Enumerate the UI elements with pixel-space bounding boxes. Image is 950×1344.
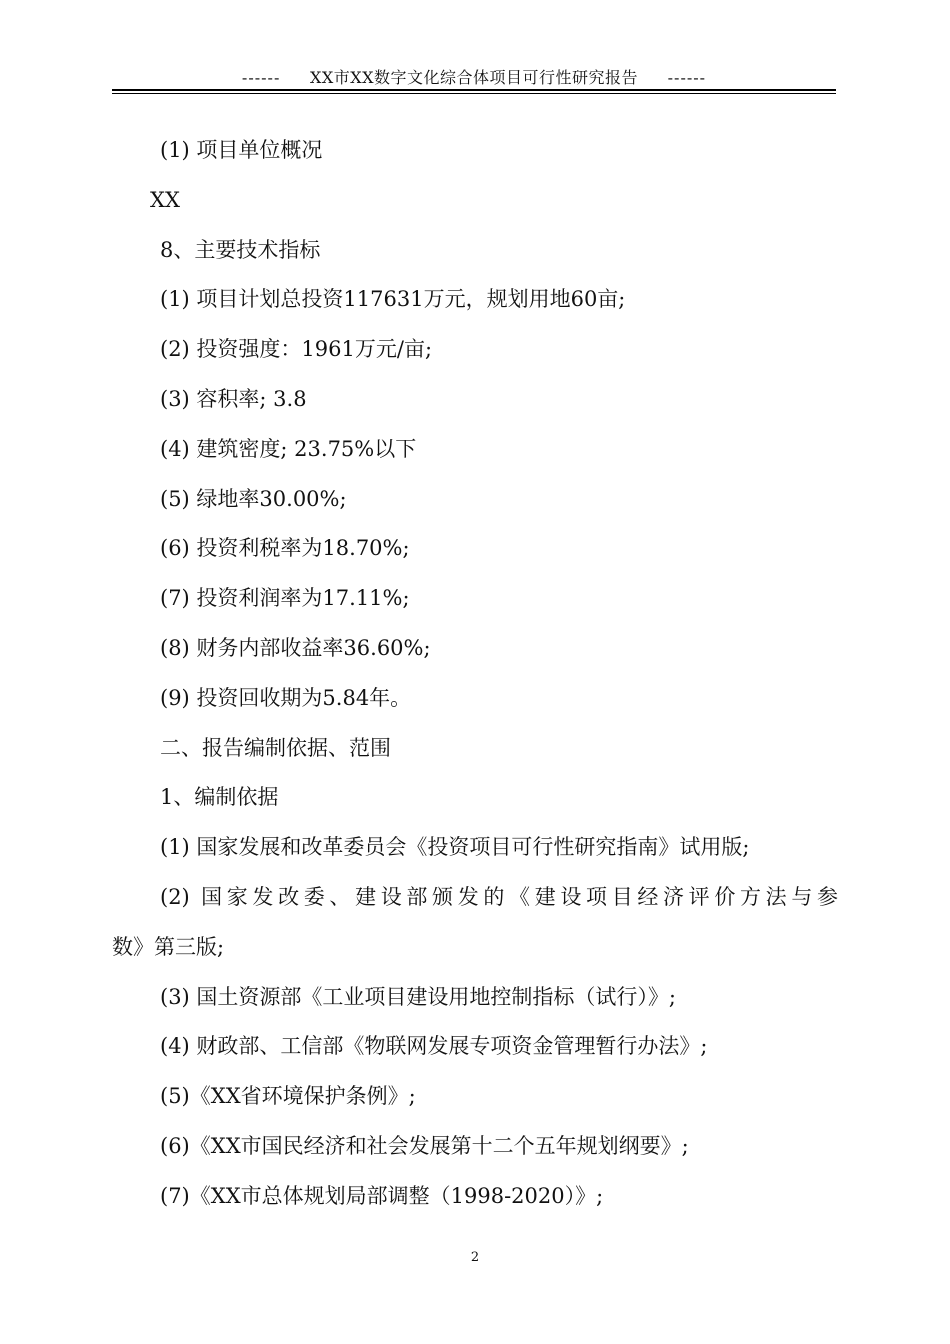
page-header xyxy=(112,68,836,88)
basis-item-1: (1) 国家发展和改革委员会《投资项目可行性研究指南》试用版; xyxy=(160,835,750,860)
header-dash-right: ------ xyxy=(667,68,707,87)
page-number: 2 xyxy=(470,1250,480,1265)
indicator-green-ratio: (5) 绿地率30.00%; xyxy=(160,486,347,511)
indicator-floor-area-ratio: (3) 容积率; 3.8 xyxy=(160,386,307,411)
item-project-unit-overview: (1) 项目单位概况 xyxy=(160,138,323,162)
basis-item-7: (7)《XX市总体规划局部调整（1998-2020）》; xyxy=(160,1183,604,1208)
basis-item-3: (3) 国土资源部《工业项目建设用地控制指标（试行）》; xyxy=(160,984,676,1009)
project-unit-name: XX xyxy=(150,187,180,212)
basis-item-6: (6)《XX市国民经济和社会发展第十二个五年规划纲要》; xyxy=(160,1133,689,1158)
basis-item-5: (5)《XX省环境保护条例》; xyxy=(160,1084,416,1109)
header-title: XX市XX数字文化综合体项目可行性研究报告 xyxy=(309,68,639,87)
header-rule-thin xyxy=(112,93,836,94)
indicator-investment-intensity: (2) 投资强度：1961万元/亩; xyxy=(160,337,433,362)
indicator-payback-period: (9) 投资回收期为5.84年。 xyxy=(160,685,412,710)
indicator-building-density: (4) 建筑密度; 23.75%以下 xyxy=(160,436,417,461)
basis-item-2: (2) 国家发改委、建设部颁发的《建设项目经济评价方法与参 xyxy=(160,884,838,909)
header-dash-left: ------ xyxy=(241,68,281,87)
basis-item-4: (4) 财政部、工信部《物联网发展专项资金管理暂行办法》; xyxy=(160,1034,708,1059)
indicator-profit-tax-rate: (6) 投资利税率为18.70%; xyxy=(160,536,410,561)
basis-item-2-continued: 数》第三版; xyxy=(112,934,225,959)
indicator-profit-rate: (7) 投资利润率为17.11%; xyxy=(160,586,410,611)
indicator-total-investment: (1) 项目计划总投资117631万元，规划用地60亩; xyxy=(160,287,626,312)
indicator-irr: (8) 财务内部收益率36.60%; xyxy=(160,635,431,660)
header-rule-thick xyxy=(112,89,836,91)
section-heading-technical-indicators: 8、主要技术指标 xyxy=(160,237,321,262)
document-body xyxy=(112,126,838,1222)
section-heading-compilation-basis: 1、编制依据 xyxy=(160,785,279,810)
chapter-heading-basis-scope: 二、报告编制依据、范围 xyxy=(160,735,391,760)
